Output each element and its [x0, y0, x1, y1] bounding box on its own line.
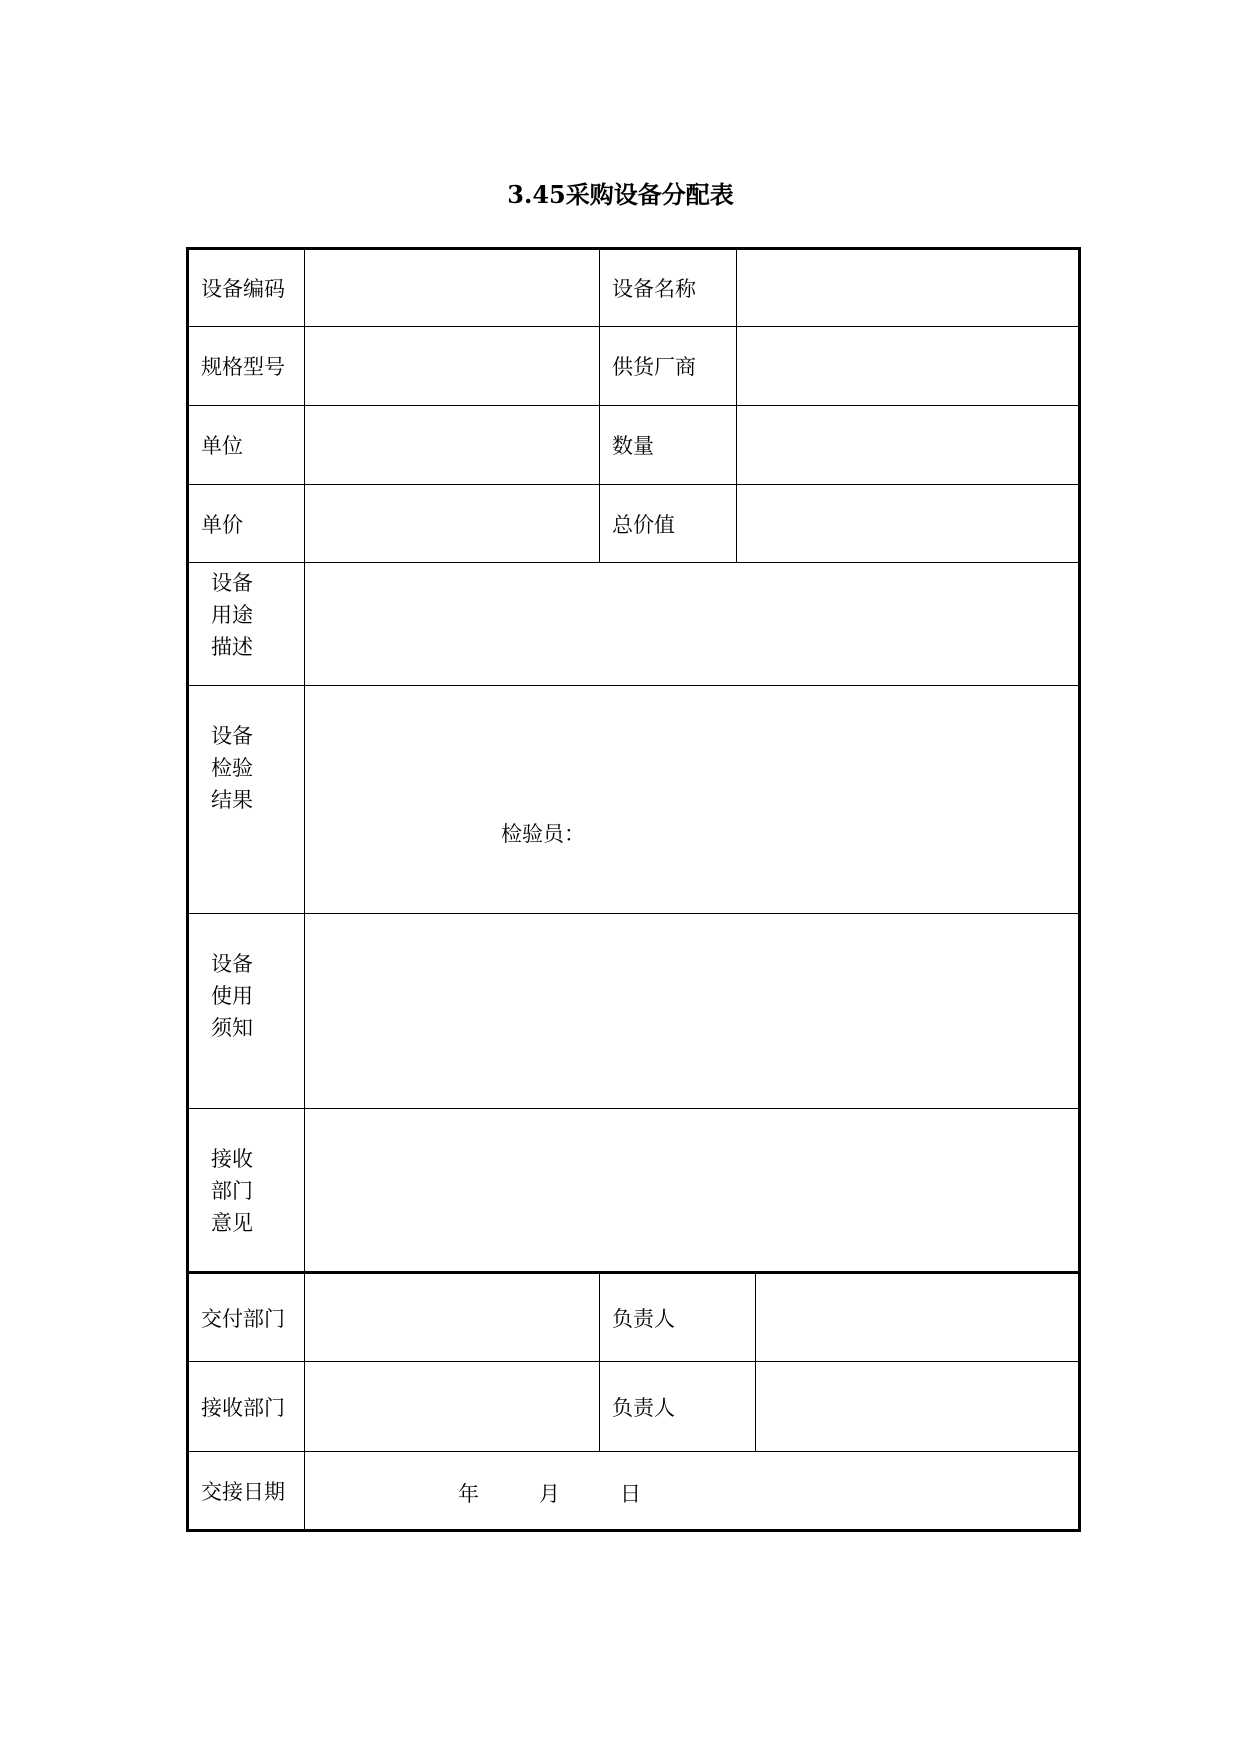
usage-notice-label-line: 使用	[211, 984, 253, 1008]
inspector-label: 检验员：	[501, 822, 585, 846]
usage-notice-label	[188, 914, 305, 1109]
page-title: 3.45采购设备分配表	[507, 180, 734, 209]
equipment-name-label: 设备名称	[600, 249, 737, 327]
quantity-field[interactable]	[737, 406, 1080, 485]
receiving-person-label: 负责人	[600, 1362, 756, 1452]
date-day: 日	[620, 1482, 641, 1506]
purpose-label	[188, 563, 305, 686]
inspection-label-line: 设备	[211, 724, 253, 748]
equipment-name-field[interactable]	[737, 249, 1080, 327]
delivering-dept-label: 交付部门	[188, 1273, 305, 1362]
inspection-label	[188, 686, 305, 914]
row-code-name	[188, 249, 1080, 327]
row-spec-supplier	[188, 327, 1080, 406]
usage-notice-field[interactable]	[305, 914, 1080, 1109]
handover-date-label: 交接日期	[188, 1452, 305, 1531]
quantity-label: 数量	[600, 406, 737, 485]
spec-model-label: 规格型号	[188, 327, 305, 406]
row-deliver	[188, 1273, 1080, 1362]
receiving-opinion-field[interactable]	[305, 1109, 1080, 1273]
delivering-person-field[interactable]	[756, 1273, 1080, 1362]
spec-model-field[interactable]	[305, 327, 600, 406]
purpose-field[interactable]	[305, 563, 1080, 686]
row-price-total	[188, 485, 1080, 563]
purpose-label-line: 设备	[211, 571, 253, 595]
inspection-field[interactable]	[305, 686, 1080, 914]
unit-label: 单位	[188, 406, 305, 485]
total-value-field[interactable]	[737, 485, 1080, 563]
receiving-opinion-label	[188, 1109, 305, 1273]
equipment-code-field[interactable]	[305, 249, 600, 327]
row-date	[188, 1452, 1080, 1531]
row-notice	[188, 914, 1080, 1109]
supplier-field[interactable]	[737, 327, 1080, 406]
row-purpose	[188, 563, 1080, 686]
row-receive	[188, 1362, 1080, 1452]
handover-date-field[interactable]	[305, 1452, 1080, 1531]
receiving-opinion-label-line: 部门	[211, 1179, 253, 1203]
row-inspection	[188, 686, 1080, 914]
receiving-opinion-label-line: 意见	[211, 1211, 253, 1235]
inspection-label-line: 检验	[211, 756, 253, 780]
purpose-label-line: 用途	[211, 603, 253, 627]
allocation-form-table	[186, 247, 1081, 1532]
delivering-person-label: 负责人	[600, 1273, 756, 1362]
date-month: 月	[539, 1482, 560, 1506]
total-value-label: 总价值	[600, 485, 737, 563]
delivering-dept-field[interactable]	[305, 1273, 600, 1362]
row-opinion	[188, 1109, 1080, 1273]
unit-field[interactable]	[305, 406, 600, 485]
supplier-label: 供货厂商	[600, 327, 737, 406]
row-unit-qty	[188, 406, 1080, 485]
receiving-opinion-label-line: 接收	[211, 1147, 253, 1171]
date-year: 年	[458, 1482, 479, 1506]
unit-price-label: 单价	[188, 485, 305, 563]
equipment-code-label: 设备编码	[188, 249, 305, 327]
purpose-label-line: 描述	[211, 635, 253, 659]
unit-price-field[interactable]	[305, 485, 600, 563]
receiving-dept-field[interactable]	[305, 1362, 600, 1452]
usage-notice-label-line: 设备	[211, 952, 253, 976]
receiving-dept-label: 接收部门	[188, 1362, 305, 1452]
receiving-person-field[interactable]	[756, 1362, 1080, 1452]
usage-notice-label-line: 须知	[211, 1016, 253, 1040]
inspection-label-line: 结果	[211, 788, 253, 812]
